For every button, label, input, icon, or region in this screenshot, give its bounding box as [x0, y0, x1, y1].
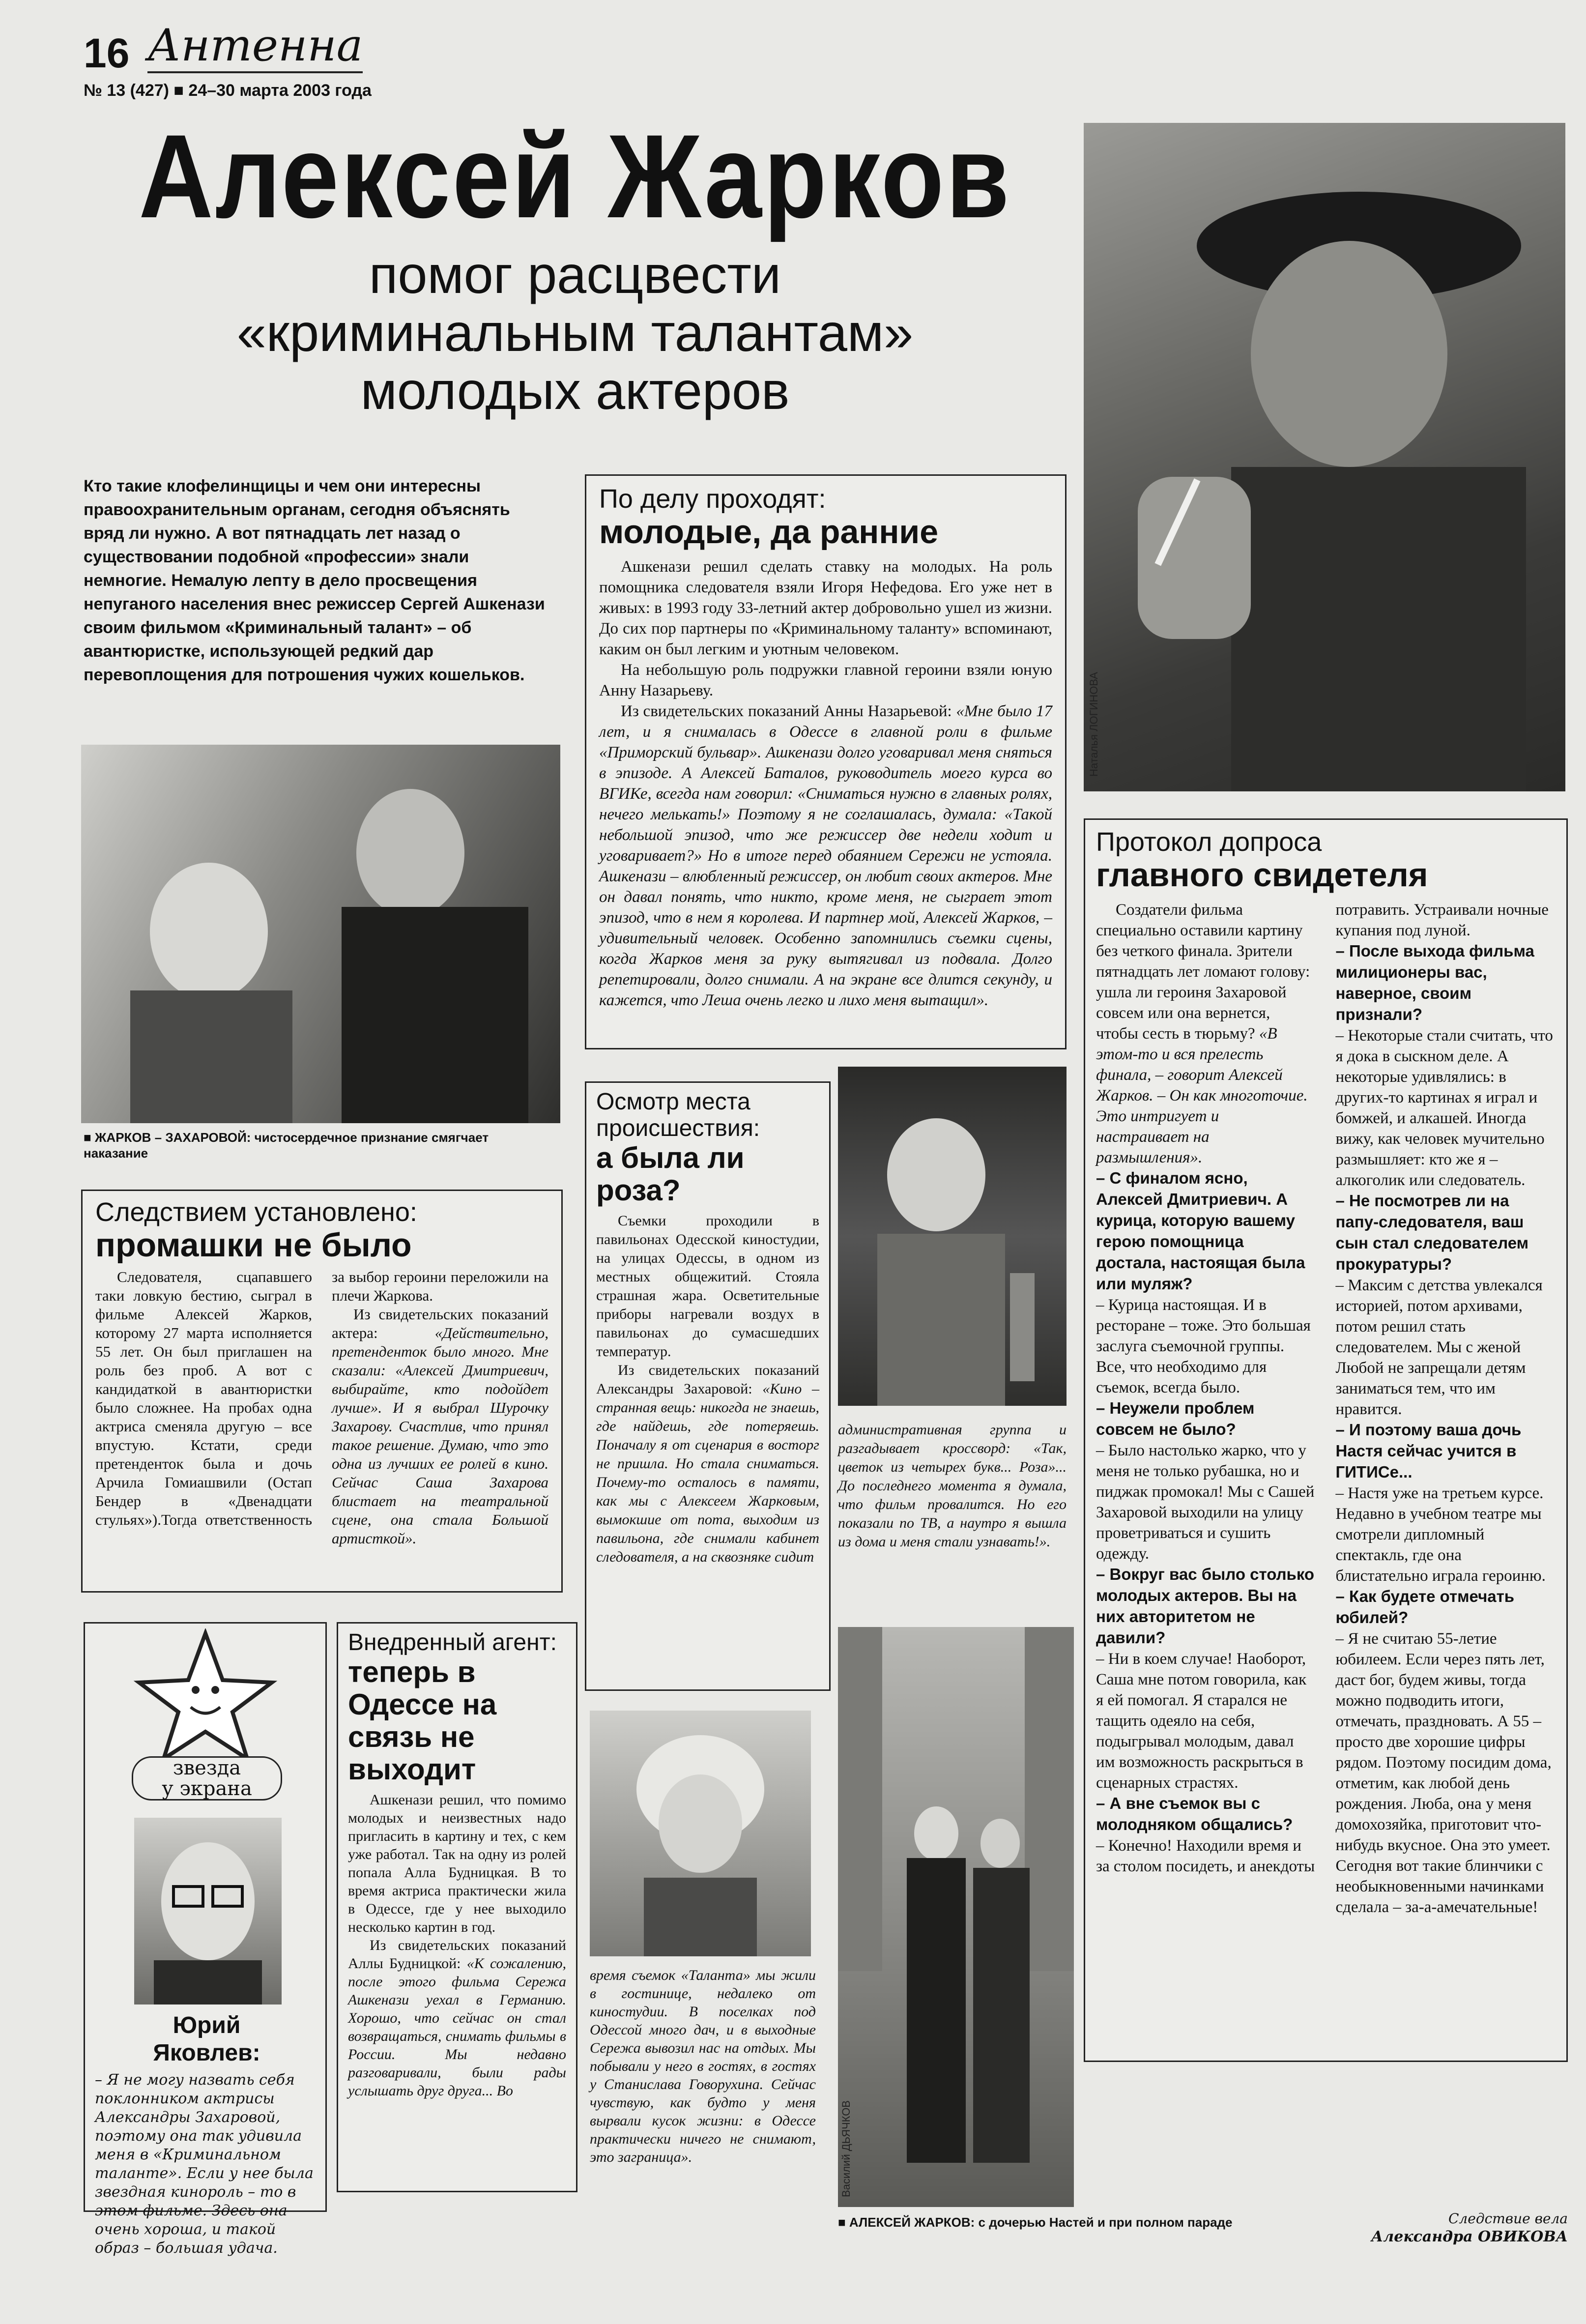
answer: – Некоторые стали считать, что я дока в сыскном деле. А некоторые удивлялись: в других-то картинах я играл и бомжей, и алкашей. Иногда вижу, как человек мучительно размышляет: кто же я – алкоголик или следователь. — [1335, 1027, 1553, 1189]
issue-line: № 13 (427) ■ 24–30 марта 2003 года — [84, 81, 372, 100]
testimony-quote-continued: время съемок «Таланта» мы жили в гостинице, недалеко от киностудии. В поселках под Одессой много дач, и в выходные Сережа вывозил нас на отдых. Мы побывали у него в гостях, в гостях у Станислава Говорухина. Сейчас чувствую, как будто у меня вырвали кусок жизни: в Одессе практически ничего не снимают, это заграница». — [590, 1967, 816, 2165]
question: – И поэтому ваша дочь Настя сейчас учится в ГИТИСе... — [1335, 1421, 1522, 1481]
question: – С финалом ясно, Алексей Дмитриевич. А курица, которую вашему герою помощница достала, настоящая была или муляж? — [1096, 1169, 1305, 1293]
paragraph: Ашкенази решил, что помимо молодых и неизвестных надо пригласить в картину и тех, с кем уже работал. Так на одну из ролей попала Алла Будницкая. В то время актриса практически жила в Одессе, где у нее выходило несколько картин в год. — [348, 1792, 566, 1935]
star-label-line: у экрана — [162, 1777, 252, 1800]
answer: – Я не считаю 55-летие юбилеем. Если через пять лет, даст бог, будем живы, тогда можно подводить итоги, отмечать, праздновать. А 55 – просто две хорошие цифры рядом. Поэтому посидим дома, отметим, как любой день рождения. Люба, она у меня домохозяйка, приготовит что-нибудь вкусное. Она это умеет. Сегодня вот такие блинчики с необыкновенными начинками сделала – за-а-амечательные! — [1335, 1630, 1552, 1916]
photo-zharkov-portrait — [1084, 123, 1565, 791]
answer: – Ни в коем случае! Наоборот, Саша мне потом говорила, как я ей помогал. Я старался не тащить одеяло на себя, подыгрывал молодым, давал им возможность раскрыться в сценарных страстях. — [1096, 1650, 1307, 1792]
interview-quote: «В этом-то и вся прелесть финала, – говорит Алексей Жарков. – Он как многоточие. Это интригует и настраивает на размышления». — [1096, 1025, 1308, 1166]
star-label-line: звезда — [173, 1757, 241, 1779]
testimony-intro: Из свидетельских показаний Александры Захаровой: — [596, 1362, 819, 1397]
photo-yakovlev — [134, 1818, 282, 2004]
testimony-intro: Из свидетельских показаний Аллы Будницкой: — [348, 1937, 566, 1972]
interview-intro: Создатели фильма специально оставили картину без четкого финала. Зрители пятнадцать лет ломают голову: ушла ли героиня Захаровой совсем или она вернется, чтобы сесть в тюрьму? — [1096, 901, 1310, 1043]
agent-continuation — [590, 1966, 816, 2166]
star-name — [95, 2012, 318, 2067]
byline — [1327, 2209, 1568, 2245]
box-title: главного свидетеля — [1096, 856, 1428, 894]
box-kicker: Внедренный агент: — [348, 1629, 557, 1656]
interview-body — [1096, 900, 1556, 2045]
byline-author: Александра ОВИКОВА — [1371, 2228, 1568, 2245]
paragraph: Съемки проходили в павильонах Одесской киностудии, на улицах Одессы, в одном из местных общежитий. Стояла страшная жара. Осветительные приборы нагревали воздух в павильонах до сумасшедших температур. — [596, 1213, 819, 1360]
answer: – Настя уже на третьем курсе. Недавно в учебном театре мы смотрели дипломный спектакль, где она блистательно играла героиню. — [1335, 1484, 1546, 1585]
box-kicker: Протокол допроса — [1096, 827, 1322, 857]
photo-caption-still: ■ ЖАРКОВ – ЗАХАРОВОЙ: чистосердечное признание смягчает наказание — [84, 1130, 489, 1161]
subtitle-line: молодых актеров — [360, 361, 790, 420]
photo-zakharova — [838, 1067, 1067, 1406]
yakovlev-illustration — [134, 1818, 282, 2004]
star-box — [84, 1622, 327, 2257]
testimony-quote: «Кино – странная вещь: никогда не знаешь, где найдешь, где потеряешь. Поначалу я от сценария в восторг не пришла. Но стала сниматься. Почему-то осталось в памяти, как мы с Алексеем Жарковым, вымокшие от пота, выходим из павильона, где снимали кабинет следователя, а на сквозняке сидит — [596, 1381, 819, 1565]
byline-line1: Следствие вела — [1448, 2210, 1568, 2227]
article-box-ustan — [81, 1190, 563, 1593]
answer: – Курица настоящая. И в ресторане – тоже. Это большая заслуга съемочной группы. Все, что необходимо для съемок, всегда было. — [1096, 1296, 1311, 1396]
testimony-quote: «Действительно, претенденток было много. Мне сказали: «Алексей Дмитриевич, выбирайте, кто подойдет лучше». И я выбрал Шурочку Захарову. Счастлив, что принял такое решение. Думаю, что это одна из лучших ее ролей в кино. Сейчас Саша Захарова блистает на театральной сцене, она стала Большой артисткой». — [332, 1324, 548, 1547]
star-icon — [132, 1628, 279, 1766]
box-title: молодые, да ранние — [599, 513, 939, 551]
paragraph — [348, 1936, 566, 2100]
paragraph — [1096, 900, 1316, 1168]
osmotr-continuation — [838, 1421, 1067, 1551]
box-title: промашки не было — [95, 1226, 412, 1264]
subtitle-line: «криминальным талантам» — [236, 303, 914, 362]
photo-caption-street: ■ АЛЕКСЕЙ ЖАРКОВ: с дочерью Настей и при полном параде — [838, 2215, 1233, 2230]
paragraph — [596, 1361, 819, 1567]
paragraph — [599, 701, 1052, 1011]
still-illustration — [81, 745, 560, 1123]
testimony-quote: «Мне было 17 лет, и я снималась в Одессе в главной роли в фильме «Приморский бульвар». Ашкенази долго уговаривал меня сняться в эпизоде. А Алексей Баталов, руководитель моего курса во ВГИКе, всегда нам говорил: «Сниматься нужно в главных ролях, нечего мелькать!» Поэтому я не соглашалась, думала: «Такой небольшой эпизод, что же режиссер две недели ходит и уговаривает?» Но в итоге перед обаянием Сережи не устояла. Ашкенази – влюбленный режиссер, он любит своих актеров. Мне он давал понять, что никто, кроме меня, не сыграет этот эпизод, что в нем я королева. И партнер мой, Алексей Жарков, – удивительный человек. Особенно запомнились съемки сцены, когда Жарков меня за руку вытягивал из подвала. Долго репетировали, долго снимали. А на экране все длится секунду, и кажется, что Леша очень легко и лихо меня вытащил». — [599, 702, 1052, 1009]
testimony-intro: Из свидетельских показаний актера: — [332, 1306, 548, 1341]
question: – А вне съемок вы с молодняком общались? — [1096, 1794, 1293, 1833]
paragraph: Следователя, сцапавшего таки ловкую бестию, сыграл в фильме Алексей Жарков, которому 27 марта исполняется 55 лет. Он был приглашен на роль без проб. А вот с кандидаткой в авантюристки было сложнее. На пробах одна актриса сменяла другую – все впустую. Кстати, среди претенденток была и дочь Арчила Гомиашвили (Остап Бендер в «Двенадцати стульях»).Тогда ответственность за выбор героини переложили на плечи Жаркова. — [95, 1268, 548, 1528]
photo-film-still — [81, 745, 560, 1123]
answer: – Конечно! Находили время и за столом посидеть, и анекдоты потравить. Устраивали ночные купания под луной. — [1096, 901, 1549, 1875]
star-label — [132, 1756, 282, 1801]
question: – Вокруг вас было столько молодых актеров. Вы на них авторитетом не давили? — [1096, 1565, 1315, 1647]
paragraph: На небольшую роль подружки главной героини взяли юную Анну Назарьеву. — [599, 661, 1052, 699]
box-body — [95, 1268, 548, 1572]
photo-credit: Наталья ЛОГИНОВА — [1088, 672, 1100, 777]
street-illustration — [838, 1627, 1074, 2207]
newspaper-logo: Антенна — [147, 20, 363, 73]
paragraph: Ашкенази решил сделать ставку на молодых. На роль помощника следователя взяли Игоря Нефедова. Его уже нет в живых: в 1993 году 33-летний актер добровольно ушел из жизни. До сих пор партнеры по «Криминальному таланту» вспоминают, каким он был легким и уютным человеком. — [599, 558, 1052, 658]
testimony-intro: Из свидетельских показаний Анны Назарьевой: — [621, 702, 952, 720]
box-title: теперь в Одессе на связь не выходит — [348, 1656, 497, 1786]
article-box-delu — [585, 474, 1067, 1049]
article-lead: Кто такие клофелинщицы и чем они интересны правоохранительным органам, сегодня объяснять вряд ли нужно. А вот пятнадцать лет назад о существовании подобной «профессии» знали немногие. Немалую лепту в дело просвещения непуганого населения внес режиссер Сергей Ашкенази своим фильмом «Криминальный талант» – об авантюристке, использующей редкий дар перевоплощения для потрошения чужих кошельков. — [84, 477, 545, 684]
article-subtitle — [88, 246, 1062, 420]
box-kicker: Осмотр места происшествия: — [596, 1089, 760, 1141]
question: – Неужели проблем совсем не было? — [1096, 1399, 1255, 1438]
photo-budnitskaya — [590, 1711, 811, 1956]
box-kicker: Следствием установлено: — [95, 1197, 417, 1227]
question: – Как будете отмечать юбилей? — [1335, 1587, 1515, 1627]
box-body — [596, 1212, 819, 1567]
article-headline: Алексей Жарков — [139, 110, 1011, 243]
testimony-quote-continued: административная группа и разгадывает кроссворд: «Так, цветок из четырех букв... Роза»... До последнего момента я думала, что фильм провалится. Но его показали по ТВ, а наутро я вышла из дома и меня стали узнавать!». — [838, 1422, 1067, 1550]
budnitskaya-illustration — [590, 1711, 811, 1956]
photo-credit: Василий ДЬЯЧКОВ — [840, 2100, 852, 2197]
zakharova-illustration — [838, 1067, 1067, 1406]
subtitle-line: помог расцвести — [369, 245, 781, 304]
question: – После выхода фильма милиционеры вас, наверное, своим признали? — [1335, 942, 1534, 1023]
paragraph — [332, 1305, 548, 1548]
portrait-illustration — [1084, 123, 1565, 791]
question: – Не посмотрев ли на папу-следователя, ваш сын стал следователем прокуратуры? — [1335, 1191, 1529, 1273]
box-kicker: По делу проходят: — [599, 484, 826, 514]
star-quote: – Я не могу назвать себя поклонником актрисы Александры Захаровой, поэтому она так удивила меня в «Криминальном таланте». Если у нее была звездная кинороль – то в этом фильме. Здесь она очень хороша, и такой образ – большая удача. — [95, 2071, 314, 2257]
answer: – Максим с детства увлекался историей, потом архивами, потом решил стать следователем. Мы с женой Любой не запрещали детям заниматься тем, что им нравится. — [1335, 1277, 1543, 1418]
page-number: 16 — [84, 30, 130, 76]
box-title: а была ли роза? — [596, 1141, 745, 1207]
star-name-line: Яковлев: — [153, 2040, 260, 2066]
article-box-protokol — [1084, 818, 1568, 2062]
box-body — [599, 556, 1052, 1011]
star-name-line: Юрий — [173, 2012, 241, 2038]
article-box-osmotr — [585, 1081, 831, 1691]
box-body — [348, 1791, 566, 2100]
article-box-agent — [337, 1622, 577, 2192]
answer: – Было настолько жарко, что у меня не только рубашка, но и пиджак промокал! Мы с Сашей Захаровой выходили на улицу проветриваться и сушить одежду. — [1096, 1442, 1315, 1563]
testimony-quote: «К сожалению, после этого фильма Сережа Ашкенази уехал в Германию. Хорошо, что сейчас он стал возвращаться, снимать фильмы в России. Мы недавно разговаривали, были рады услышать друг друга... Во — [348, 1955, 566, 2099]
photo-street — [838, 1627, 1074, 2207]
